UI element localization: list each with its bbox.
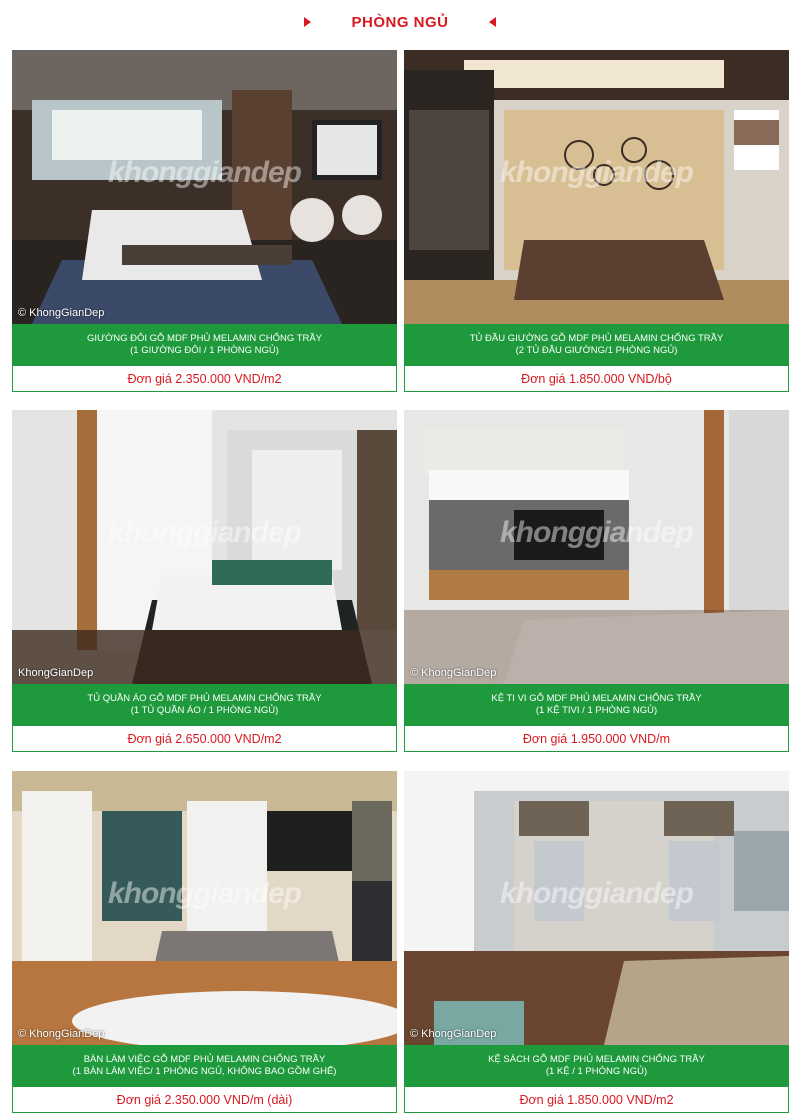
product-name-line1: BÀN LÀM VIỆC GỖ MDF PHỦ MELAMIN CHỐNG TRẦY — [83, 1054, 326, 1065]
copyright-label: © KhongGianDep — [410, 667, 497, 679]
product-name — [12, 684, 397, 726]
product-price: Đơn giá 2.350.000 VND/m (dài) — [12, 1087, 397, 1113]
product-price: Đơn giá 1.850.000 VND/bộ — [404, 366, 789, 392]
product-name-line1: TỦ ĐẦU GIƯỜNG GỖ MDF PHỦ MELAMIN CHỐNG TRẦY — [469, 333, 724, 344]
copyright-label: © KhongGianDep — [18, 307, 105, 319]
product-name-line1: KỆ SÁCH GỖ MDF PHỦ MELAMIN CHỐNG TRẦY — [488, 1054, 705, 1065]
watermark: khonggiandep — [108, 156, 301, 190]
arrow-right-icon — [304, 17, 311, 27]
product-price: Đơn giá 1.950.000 VND/m — [404, 726, 789, 752]
copyright-label: KhongGianDep — [18, 667, 94, 679]
product-name-line2: (1 KỆ / 1 PHÒNG NGỦ) — [545, 1066, 648, 1077]
watermark: khonggiandep — [500, 156, 693, 190]
product-photo[interactable] — [12, 771, 397, 1045]
product-card-desk[interactable] — [12, 771, 397, 1113]
product-card-bookshelf[interactable] — [404, 771, 789, 1113]
product-name-line2: (1 TỦ QUẦN ÁO / 1 PHÒNG NGỦ) — [130, 705, 279, 716]
product-card-nightstand[interactable] — [404, 50, 789, 392]
product-name — [404, 684, 789, 726]
watermark: khonggiandep — [500, 877, 693, 911]
product-price: Đơn giá 2.350.000 VND/m2 — [12, 366, 397, 392]
product-name-line1: GIƯỜNG ĐÔI GỖ MDF PHỦ MELAMIN CHỐNG TRẦY — [86, 333, 323, 344]
product-price: Đơn giá 2.650.000 VND/m2 — [12, 726, 397, 752]
copyright-label: © KhongGianDep — [410, 1028, 497, 1040]
product-photo[interactable] — [12, 50, 397, 324]
section-header — [0, 0, 800, 44]
product-photo[interactable] — [12, 410, 397, 684]
watermark: khonggiandep — [108, 516, 301, 550]
product-name-line1: TỦ QUẦN ÁO GỖ MDF PHỦ MELAMIN CHỐNG TRẦY — [87, 693, 322, 704]
product-name-line2: (1 BÀN LÀM VIỆC/ 1 PHÒNG NGỦ, KHÔNG BAO GỒM GHẾ) — [72, 1066, 337, 1077]
product-name-line2: (2 TỦ ĐẦU GIƯỜNG/1 PHÒNG NGỦ) — [515, 345, 678, 356]
copyright-label: © KhongGianDep — [18, 1028, 105, 1040]
product-name — [404, 324, 789, 366]
watermark: khonggiandep — [500, 516, 693, 550]
product-name — [12, 324, 397, 366]
product-card-tv-shelf[interactable] — [404, 410, 789, 752]
product-card-wardrobe[interactable] — [12, 410, 397, 752]
product-card-double-bed[interactable] — [12, 50, 397, 392]
product-photo[interactable] — [404, 410, 789, 684]
product-name — [12, 1045, 397, 1087]
product-name — [404, 1045, 789, 1087]
product-name-line1: KỆ TI VI GỖ MDF PHỦ MELAMIN CHỐNG TRẦY — [491, 693, 702, 704]
product-photo[interactable] — [404, 50, 789, 324]
arrow-left-icon — [489, 17, 496, 27]
watermark: khonggiandep — [108, 877, 301, 911]
product-name-line2: (1 KỆ TIVI / 1 PHÒNG NGỦ) — [535, 705, 658, 716]
product-name-line2: (1 GIƯỜNG ĐÔI / 1 PHÒNG NGỦ) — [130, 345, 279, 356]
product-photo[interactable] — [404, 771, 789, 1045]
product-price: Đơn giá 1.850.000 VND/m2 — [404, 1087, 789, 1113]
section-title: PHÒNG NGỦ — [351, 13, 449, 31]
